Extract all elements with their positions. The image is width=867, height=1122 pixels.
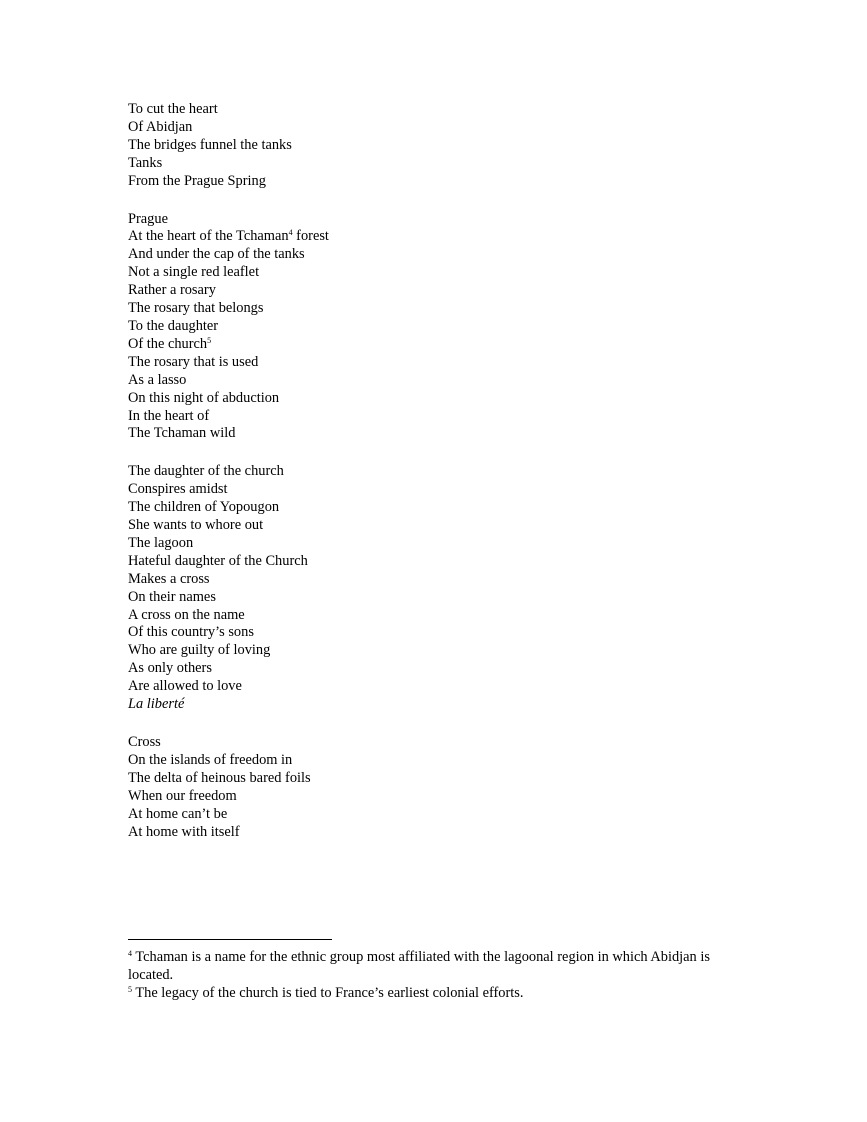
poem-line: As only others [128,660,212,677]
poem-line: Not a single red leaflet [128,264,260,281]
footnote-ref-5[interactable]: 5 [207,335,212,345]
poem-line: She wants to whore out [128,517,264,534]
poem-line: The children of Yopougon [128,499,280,516]
footnotes [128,948,728,1002]
poem-line: At home with itself [128,823,240,840]
poem-line: Cross [128,734,161,750]
poem-line: At home can’t be [128,805,228,822]
poem-line: On this night of abduction [128,389,280,406]
poem-line: And under the cap of the tanks [128,246,305,263]
poem-line: To the daughter [128,317,219,334]
stanza-break [128,714,329,734]
poem-line: The bridges funnel the tanks [128,136,292,153]
poem-line: Of this country’s sons [128,624,254,641]
poem-line [128,336,329,354]
poem-line: The lagoon [128,534,194,551]
poem-line: The rosary that belongs [128,300,264,317]
poem-line [128,228,329,246]
poem-line: Hateful daughter of the Church [128,552,308,569]
poem-line: Who are guilty of loving [128,642,271,659]
poem-body [128,101,329,841]
poem-line: From the Prague Spring [128,172,266,189]
poem-line-text: Of the church [128,335,208,352]
poem-line: The daughter of the church [128,463,284,480]
footnote-text: The legacy of the church is tied to France’s earliest colonial efforts. [132,985,524,1001]
poem-line: To cut the heart [128,101,218,117]
poem-line: Tanks [128,154,163,171]
poem-line-text: At the heart of the Tchaman [128,228,289,245]
poem-line: Conspires amidst [128,481,228,498]
footnote-4 [128,948,728,984]
poem-line: Are allowed to love [128,678,242,695]
stanza-break [128,191,329,211]
poem-line: The delta of heinous bared foils [128,769,311,786]
poem-line: As a lasso [128,371,187,388]
poem-line: The rosary that is used [128,353,259,370]
footnote-separator [128,939,332,940]
poem-line: The Tchaman wild [128,425,236,442]
poem-line-text: forest [292,228,329,245]
footnote-text: Tchaman is a name for the ethnic group most affiliated with the lagoonal region in which Abidjan is located. [128,949,710,983]
footnote-marker: 5 [128,985,132,994]
stanza-break [128,443,329,463]
footnote-ref-4[interactable]: 4 [288,228,293,238]
footnote-marker: 4 [128,949,132,958]
poem-line: Makes a cross [128,570,210,587]
poem-line: Of Abidjan [128,118,193,135]
poem-line: Rather a rosary [128,282,216,299]
footnote-5 [128,984,728,1002]
poem-line: On their names [128,588,216,605]
poem-line: Prague [128,210,168,227]
poem-line-italic: La liberté [128,696,185,713]
poem-line: When our freedom [128,787,237,804]
poem-line: A cross on the name [128,606,245,623]
poem-line: In the heart of [128,407,210,424]
poem-line: On the islands of freedom in [128,751,293,768]
